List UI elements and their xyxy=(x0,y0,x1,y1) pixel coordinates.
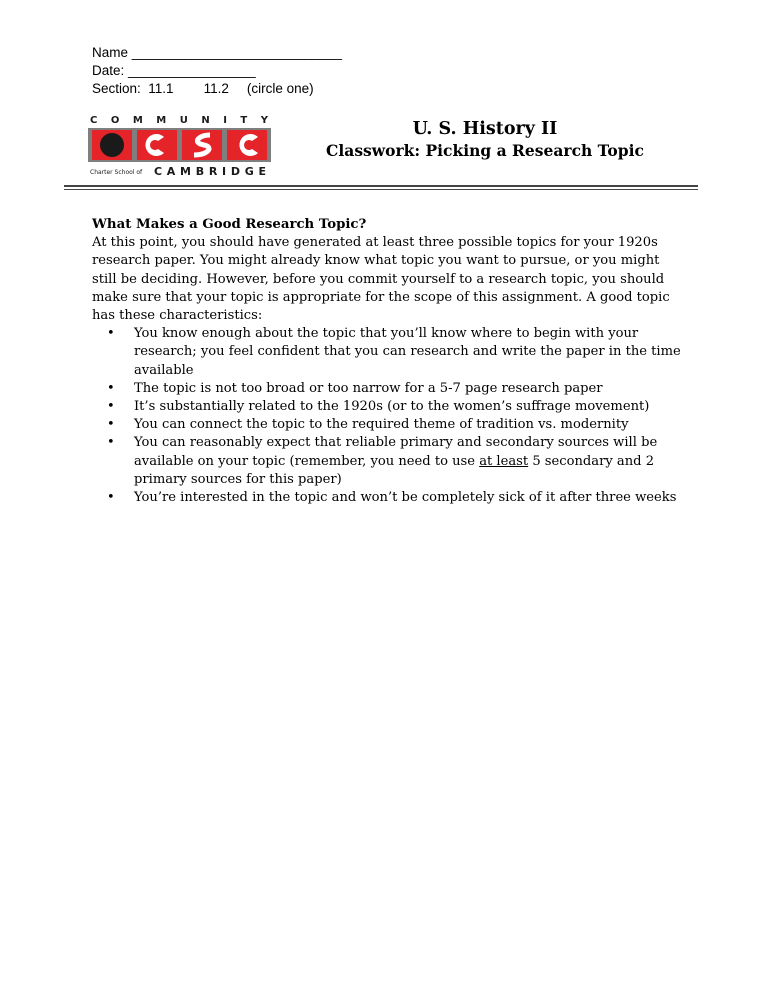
date-line xyxy=(92,62,342,80)
list-item: • You know enough about the topic that you’ll know where to begin with your research; you feel confident that you can research and write the paper in the time available xyxy=(134,325,682,380)
section-line xyxy=(92,80,342,98)
body-content xyxy=(92,216,682,507)
logo-tile-4 xyxy=(227,130,267,160)
date-blank: _________________ xyxy=(128,63,256,78)
logo-small-text: Charter School of xyxy=(90,169,143,176)
section-option-11-1: 11.1 xyxy=(148,81,174,96)
bullet5-underlined: at least xyxy=(479,453,529,469)
school-logo xyxy=(88,115,271,177)
logo-letter-c: C O M M U N I T Y xyxy=(90,115,268,126)
list-item: • You can connect the topic to the required theme of tradition vs. modernity xyxy=(134,416,682,434)
list-item: • It’s substantially related to the 1920s (or to the women’s suffrage movement) xyxy=(134,398,682,416)
name-blank: ____________________________ xyxy=(131,45,343,60)
list-item: • The topic is not too broad or too narrow for a 5-7 page research paper xyxy=(134,380,682,398)
section-label: Section: xyxy=(92,81,141,96)
course-title: U. S. History II xyxy=(412,119,558,139)
characteristics-list xyxy=(92,325,682,507)
section-option-11-2: 11.2 xyxy=(203,81,229,96)
list-item xyxy=(134,434,682,489)
name-label: Name xyxy=(92,45,129,60)
name-line xyxy=(92,44,342,62)
logo-glyph-c1 xyxy=(100,133,124,157)
assignment-title: Classwork: Picking a Research Topic xyxy=(326,141,644,160)
intro-paragraph: At this point, you should have generated at least three possible topics for your 1920s research paper. You might already know what topic you want to pursue, or you might still be deciding. However, before you commit yourself to a research topic, you should make sure that your topic is appropriate for the scope of this assignment. A good topic has these characteristics: xyxy=(92,235,670,324)
bullet5-text-a: You can reasonably expect that reliable primary and secondary sources will be available on your topic (remember, you need to use xyxy=(134,435,658,469)
title-block xyxy=(320,118,650,162)
logo-top-letters xyxy=(90,115,269,126)
header-rule-thick xyxy=(64,185,698,187)
section-note: (circle one) xyxy=(246,81,314,96)
date-label: Date: xyxy=(92,63,125,78)
logo-large-text: CAMBRIDGE xyxy=(154,165,266,177)
bullet5-text-b: 5 secondary and 2 primary sources for this paper) xyxy=(134,453,655,487)
section-heading: What Makes a Good Research Topic? xyxy=(92,217,367,232)
header-rule-thin xyxy=(64,189,698,190)
student-info xyxy=(92,44,342,98)
list-item: • You’re interested in the topic and won’t be completely sick of it after three weeks xyxy=(134,489,682,507)
